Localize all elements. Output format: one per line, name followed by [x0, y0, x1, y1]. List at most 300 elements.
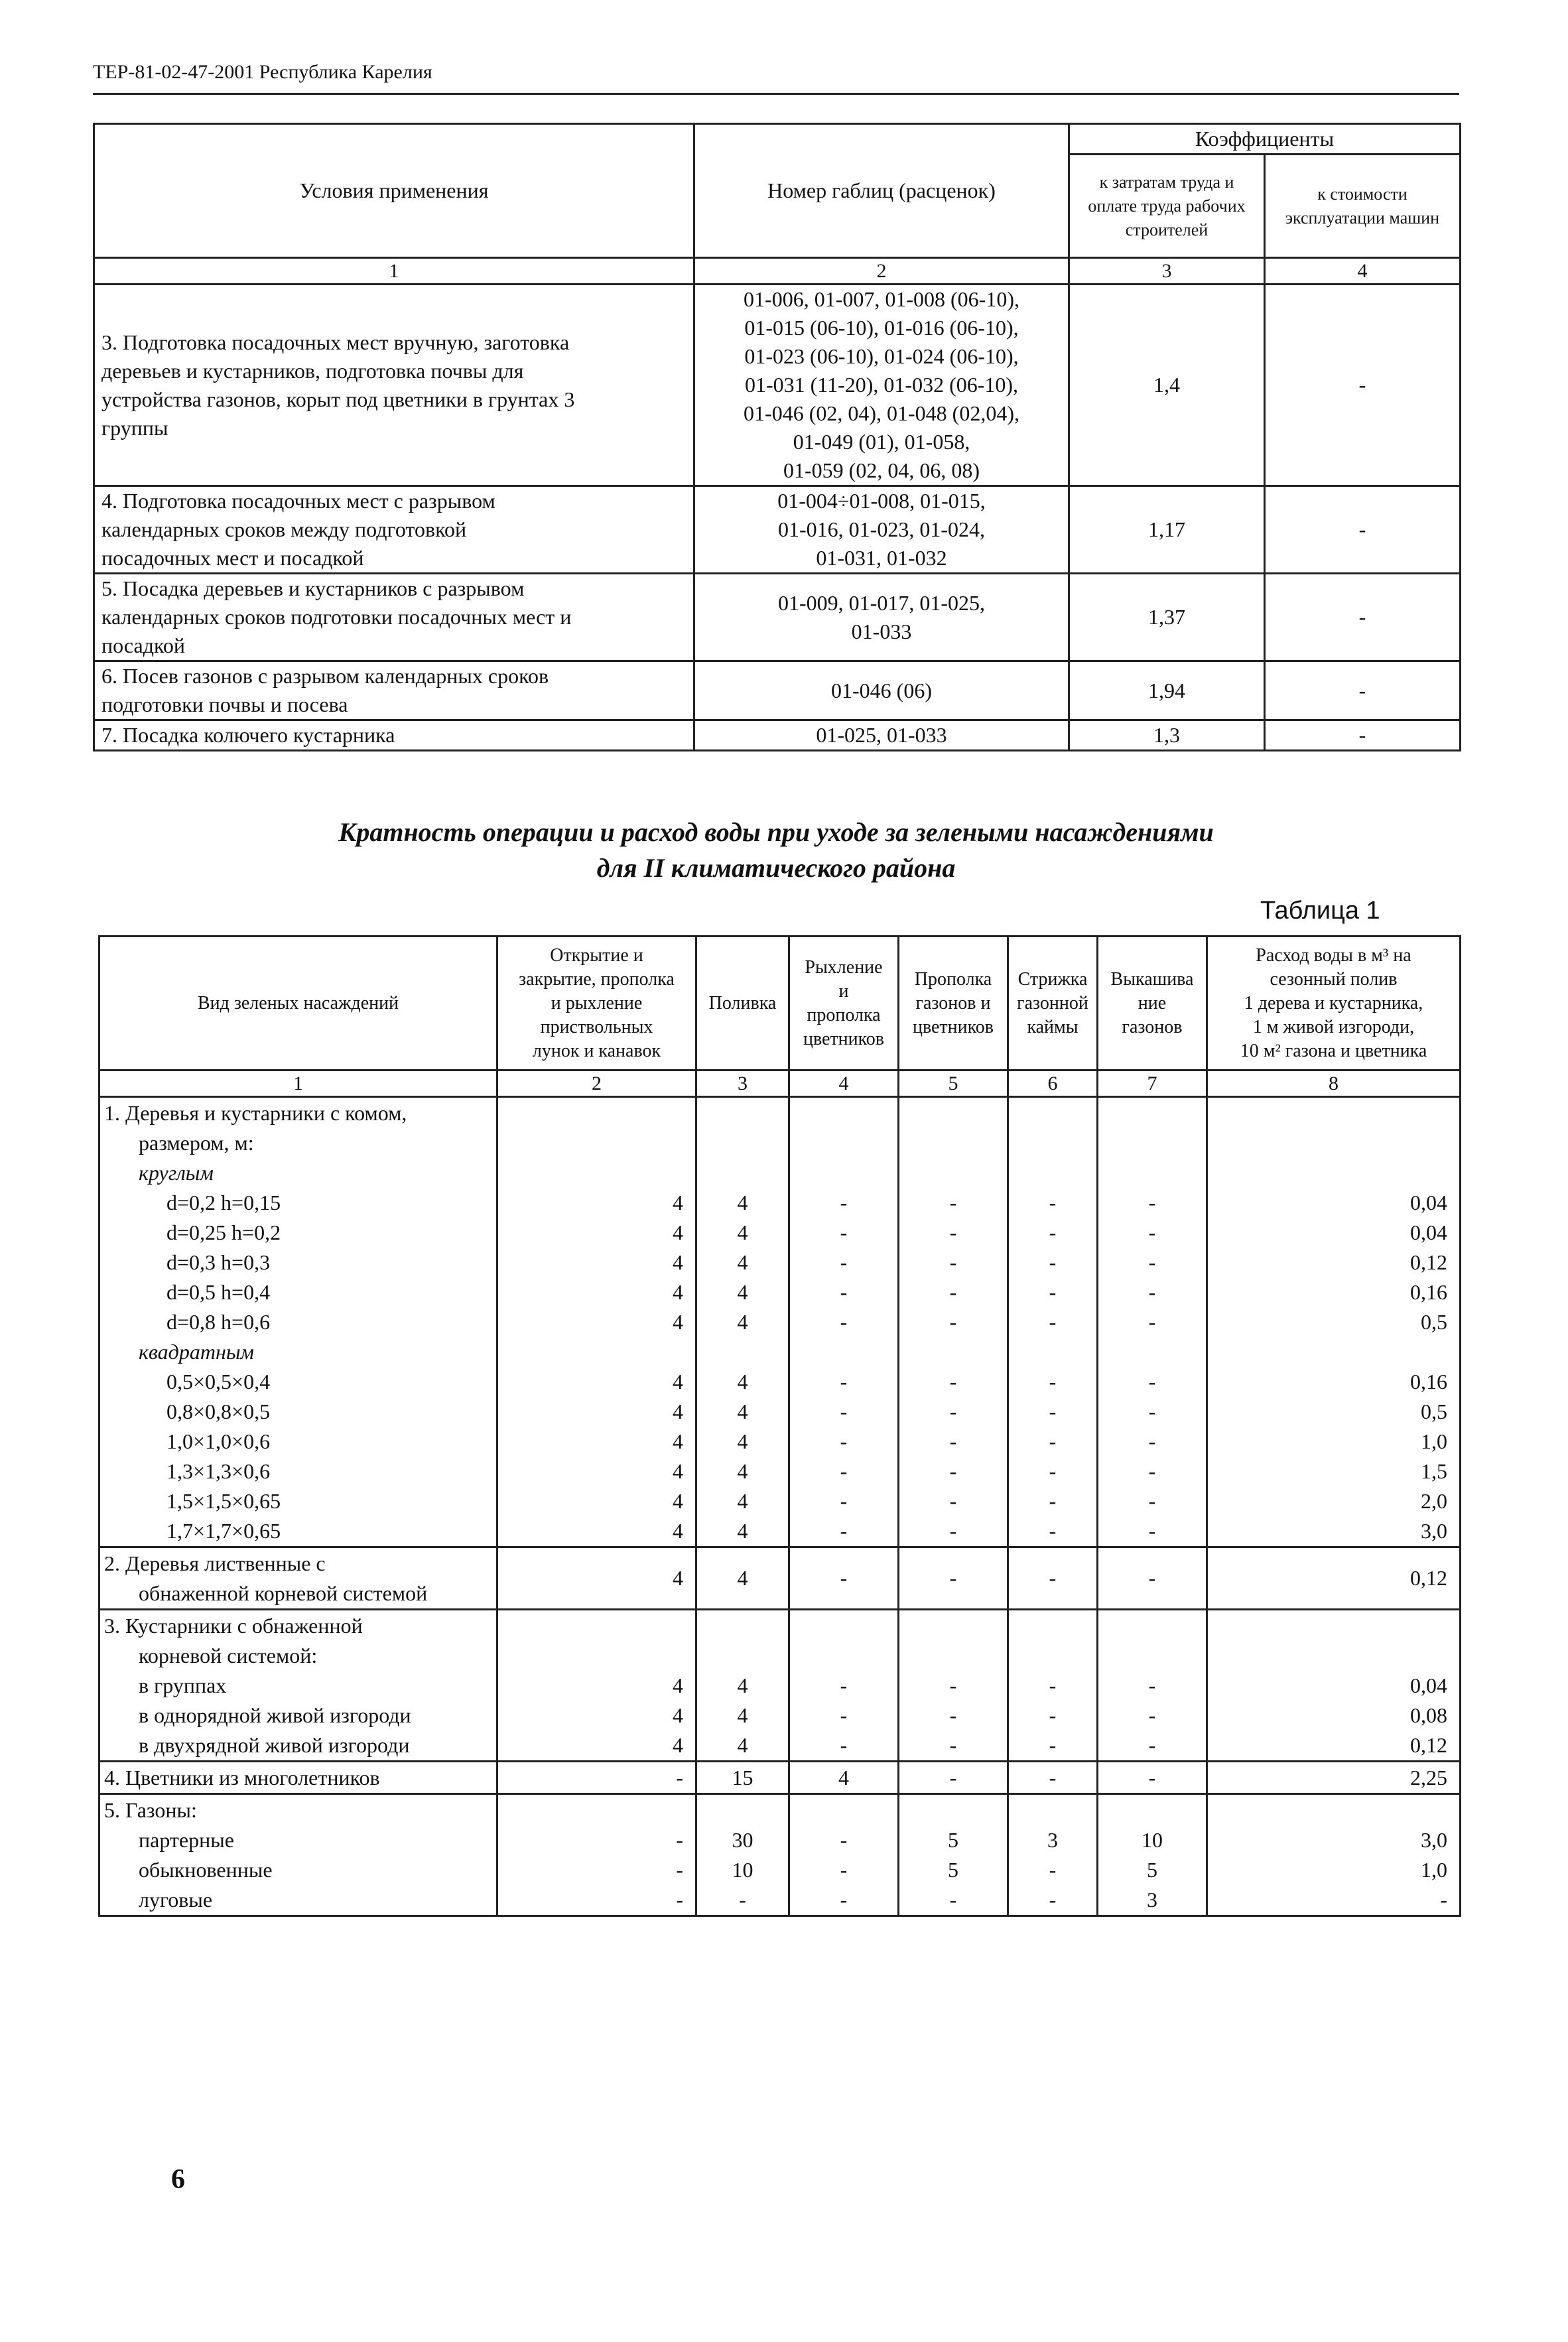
opening-value: 4	[673, 1489, 683, 1513]
condition-cell	[94, 574, 694, 661]
opening-value: -	[676, 1858, 683, 1882]
cell-line: 01-009, 01-017, 01-025,	[778, 590, 985, 615]
mowing-value-cell	[1098, 1762, 1207, 1794]
water-value-cell	[1207, 1547, 1461, 1610]
opening-value: 4	[673, 1220, 683, 1244]
water-value: 2,0	[1421, 1489, 1447, 1513]
opening-value: 4	[673, 1399, 683, 1423]
cell-line: 4. Подготовка посадочных мест с разрывом	[101, 489, 495, 513]
plant-group-row	[99, 1762, 1461, 1794]
mowing-value: -	[1148, 1459, 1156, 1483]
mowing-value: -	[1148, 1220, 1156, 1244]
opening-value: 4	[673, 1703, 683, 1727]
loosening-value: -	[840, 1673, 848, 1697]
loosening-value	[797, 1641, 891, 1671]
plant-kind-line: 3. Кустарники с обнаженной	[104, 1614, 363, 1638]
loosening-value: -	[840, 1489, 848, 1513]
machine-coefficient: -	[1265, 574, 1461, 661]
plant-group-row	[99, 1547, 1461, 1610]
labor-coefficient: 1,37	[1069, 574, 1265, 661]
header-line: газонной	[1017, 992, 1088, 1013]
water-value	[1214, 1158, 1447, 1188]
water-value: 0,12	[1410, 1566, 1447, 1590]
plant-kind-line: d=0,2 h=0,15	[166, 1191, 281, 1214]
trimming-value: -	[1049, 1191, 1057, 1214]
loosening-value: 4	[838, 1766, 849, 1789]
plant-kind-line: в группах	[139, 1673, 227, 1697]
header-line: цветников	[803, 1028, 885, 1049]
weeding-value: -	[949, 1489, 957, 1513]
header-line: 10 м² газона и цветника	[1240, 1040, 1427, 1061]
weeding-value-cell	[899, 1547, 1008, 1610]
coefficient-row	[94, 486, 1461, 574]
water-value: 0,04	[1410, 1191, 1447, 1214]
header-conditions: Условия применения	[94, 124, 694, 258]
header-line: Стрижка	[1017, 968, 1088, 990]
trimming-value-cell	[1008, 1794, 1098, 1916]
header-tables: Номер габлиц (расценок)	[694, 124, 1069, 258]
loosening-value	[797, 1098, 891, 1128]
trimming-value: -	[1049, 1888, 1057, 1912]
weeding-value: 5	[948, 1858, 958, 1882]
loosening-value-cell	[789, 1097, 899, 1547]
water-value-cell	[1207, 1762, 1461, 1794]
header-line: Прополка	[914, 968, 992, 990]
machine-coefficient: -	[1265, 486, 1461, 574]
column-number: 5	[899, 1071, 1008, 1097]
header-coefficients: Коэффициенты	[1069, 124, 1461, 155]
trimming-value: -	[1049, 1220, 1057, 1244]
loosening-value: -	[840, 1370, 848, 1394]
opening-value	[505, 1098, 683, 1128]
mowing-value	[1105, 1611, 1199, 1641]
plant-kind-line: 0,5×0,5×0,4	[166, 1370, 271, 1394]
opening-value: 4	[673, 1191, 683, 1214]
loosening-value: -	[840, 1220, 848, 1244]
water-value-cell	[1207, 1794, 1461, 1916]
water-value	[1214, 1098, 1447, 1128]
plant-kind-line: d=0,8 h=0,6	[166, 1310, 271, 1334]
header-line: Открытие и	[550, 944, 643, 966]
machine-coefficient: -	[1265, 661, 1461, 720]
plant-kind-line: квадратным	[139, 1340, 254, 1364]
header-line: Выкашива	[1110, 968, 1194, 990]
water-value	[1214, 1611, 1447, 1641]
trimming-value	[1015, 1795, 1090, 1825]
trimming-value	[1015, 1337, 1090, 1367]
weeding-value-cell	[899, 1610, 1008, 1762]
opening-value	[505, 1611, 683, 1641]
watering-value-cell	[696, 1097, 789, 1547]
opening-value	[505, 1795, 683, 1825]
cell-line: 5. Посадка деревьев и кустарников с разрывом	[101, 576, 525, 600]
weeding-value: 5	[948, 1828, 958, 1852]
watering-value	[704, 1098, 781, 1128]
weeding-value	[906, 1337, 1000, 1367]
cell-line: 01-059 (02, 04, 06, 08)	[783, 458, 980, 482]
opening-value: -	[676, 1766, 683, 1789]
trimming-value-cell	[1008, 1610, 1098, 1762]
condition-cell	[94, 486, 694, 574]
mowing-value: -	[1148, 1566, 1156, 1590]
cell-line: 7. Посадка колючего кустарника	[101, 723, 395, 747]
trimming-value-cell	[1008, 1097, 1098, 1547]
water-value: 0,5	[1421, 1310, 1447, 1334]
loosening-value: -	[840, 1399, 848, 1423]
care-operations-body	[99, 1097, 1461, 1916]
watering-value: 4	[737, 1191, 748, 1214]
header-line: каймы	[1027, 1016, 1078, 1037]
mowing-value: -	[1148, 1519, 1156, 1543]
plant-kind-line: партерные	[139, 1828, 234, 1852]
loosening-value: -	[840, 1280, 848, 1304]
weeding-value: -	[949, 1370, 957, 1394]
loosening-value: -	[840, 1191, 848, 1214]
mowing-value: -	[1148, 1399, 1156, 1423]
mowing-value: -	[1148, 1280, 1156, 1304]
header-weeding	[899, 937, 1008, 1071]
plant-kind-line: 1,7×1,7×0,65	[166, 1519, 281, 1543]
watering-value-cell	[696, 1762, 789, 1794]
plant-kind-line: в однорядной живой изгороди	[139, 1703, 411, 1727]
loosening-value: -	[840, 1703, 848, 1727]
section-title-line: Кратность операции и расход воды при уходе за зелеными насаждениями	[338, 817, 1214, 847]
coefficient-row	[94, 720, 1461, 751]
plant-kind-line: 1,0×1,0×0,6	[166, 1429, 271, 1453]
opening-value: 4	[673, 1519, 683, 1543]
water-value	[1214, 1641, 1447, 1671]
cell-line: 01-025, 01-033	[816, 723, 947, 747]
watering-value: 4	[737, 1673, 748, 1697]
mowing-value	[1105, 1641, 1199, 1671]
plant-kind-line: 0,8×0,8×0,5	[166, 1399, 271, 1423]
cell-line: календарных сроков между подготовкой	[101, 517, 467, 541]
plant-kind-line: корневой системой:	[139, 1644, 318, 1667]
weeding-value: -	[949, 1673, 957, 1697]
condition-cell	[94, 285, 694, 486]
trimming-value: -	[1049, 1766, 1057, 1789]
header-line: 1 м живой изгороди,	[1252, 1016, 1415, 1037]
cell-line: 01-046 (02, 04), 01-048 (02,04),	[744, 401, 1019, 425]
opening-value-cell	[497, 1097, 696, 1547]
mowing-value: 5	[1147, 1858, 1157, 1882]
watering-value	[704, 1641, 781, 1671]
labor-coefficient: 1,3	[1069, 720, 1265, 751]
watering-value: -	[739, 1888, 746, 1912]
water-value: 3,0	[1421, 1828, 1447, 1852]
header-line: газонов и	[915, 992, 991, 1013]
weeding-value: -	[949, 1459, 957, 1483]
watering-value: 4	[737, 1489, 748, 1513]
opening-value-cell	[497, 1794, 696, 1916]
water-value	[1214, 1337, 1447, 1367]
weeding-value-cell	[899, 1794, 1008, 1916]
table-numbers-cell	[694, 285, 1069, 486]
watering-value: 4	[737, 1310, 748, 1334]
cell-line: 3. Подготовка посадочных мест вручную, заготовка	[101, 330, 570, 354]
plant-kind-cell	[99, 1762, 497, 1794]
header-line: прополка	[807, 1004, 881, 1025]
column-number: 1	[94, 258, 694, 285]
trimming-value	[1015, 1158, 1090, 1188]
opening-value: 4	[673, 1673, 683, 1697]
trimming-value	[1015, 1098, 1090, 1128]
water-value-cell	[1207, 1610, 1461, 1762]
trimming-value: -	[1049, 1733, 1057, 1757]
column-number: 3	[696, 1071, 789, 1097]
column-number: 6	[1008, 1071, 1098, 1097]
watering-value-cell	[696, 1610, 789, 1762]
header-kind: Вид зеленых насаждений	[99, 937, 497, 1071]
coefficients-body	[94, 285, 1461, 751]
opening-value: -	[676, 1828, 683, 1852]
opening-value-cell	[497, 1610, 696, 1762]
cell-line: 01-004÷01-008, 01-015,	[777, 489, 986, 513]
opening-value-cell	[497, 1762, 696, 1794]
watering-value: 4	[737, 1250, 748, 1274]
loosening-value	[797, 1795, 891, 1825]
loosening-value: -	[840, 1828, 848, 1852]
header-line: Рыхление	[805, 956, 883, 978]
loosening-value: -	[840, 1429, 848, 1453]
watering-value: 4	[737, 1429, 748, 1453]
mowing-value: -	[1148, 1370, 1156, 1394]
loosening-value: -	[840, 1459, 848, 1483]
coefficients-table	[93, 123, 1461, 751]
header-labor: к затратам труда и оплате труда рабочих строителей	[1069, 155, 1265, 258]
plant-kind-cell	[99, 1547, 497, 1610]
coefficient-row	[94, 285, 1461, 486]
mowing-value	[1105, 1128, 1199, 1158]
trimming-value-cell	[1008, 1762, 1098, 1794]
plant-kind-cell	[99, 1610, 497, 1762]
watering-value	[704, 1337, 781, 1367]
header-watering: Поливка	[696, 937, 789, 1071]
mowing-value	[1105, 1158, 1199, 1188]
watering-value: 4	[737, 1566, 748, 1590]
opening-value: 4	[673, 1459, 683, 1483]
column-number: 1	[99, 1071, 497, 1097]
header-mowing	[1098, 937, 1207, 1071]
plant-kind-line: размером, м:	[139, 1131, 254, 1155]
care-operations-table	[98, 935, 1461, 1917]
water-value: 0,12	[1410, 1250, 1447, 1274]
mowing-value: -	[1148, 1673, 1156, 1697]
condition-cell	[94, 661, 694, 720]
header-line: сезонный полив	[1270, 968, 1398, 990]
watering-value: 4	[737, 1280, 748, 1304]
loosening-value: -	[840, 1310, 848, 1334]
trimming-value: 3	[1047, 1828, 1058, 1852]
weeding-value	[906, 1795, 1000, 1825]
mowing-value-cell	[1098, 1097, 1207, 1547]
column-number: 3	[1069, 258, 1265, 285]
condition-cell	[94, 720, 694, 751]
cell-line: 01-033	[851, 619, 912, 643]
column-number: 4	[789, 1071, 899, 1097]
labor-coefficient: 1,94	[1069, 661, 1265, 720]
loosening-value: -	[840, 1858, 848, 1882]
opening-value: 4	[673, 1429, 683, 1453]
cell-line: устройства газонов, корыт под цветники в грунтах 3	[101, 387, 575, 411]
plant-kind-line: d=0,25 h=0,2	[166, 1220, 281, 1244]
plant-kind-line: 2. Деревья лиственные с	[104, 1551, 326, 1575]
column-number: 4	[1265, 258, 1461, 285]
water-value: 0,16	[1410, 1370, 1447, 1394]
cell-line: календарных сроков подготовки посадочных мест и	[101, 605, 572, 629]
weeding-value-cell	[899, 1762, 1008, 1794]
watering-value: 4	[737, 1733, 748, 1757]
trimming-value: -	[1049, 1489, 1057, 1513]
water-value: 3,0	[1421, 1519, 1447, 1543]
watering-value: 4	[737, 1519, 748, 1543]
water-value: 1,5	[1421, 1459, 1447, 1483]
water-value: 0,04	[1410, 1220, 1447, 1244]
opening-value: 4	[673, 1733, 683, 1757]
weeding-value: -	[949, 1310, 957, 1334]
trimming-value	[1015, 1128, 1090, 1158]
opening-value	[505, 1641, 683, 1671]
header-line: ние	[1138, 992, 1167, 1013]
opening-value	[505, 1337, 683, 1367]
water-value: 2,25	[1410, 1766, 1447, 1789]
plant-group-row	[99, 1097, 1461, 1547]
labor-coefficient: 1,17	[1069, 486, 1265, 574]
water-value	[1214, 1795, 1447, 1825]
watering-value: 30	[732, 1828, 753, 1852]
document-title: ТЕР-81-02-47-2001 Республика Карелия	[93, 61, 432, 83]
plant-kind-line: 1,5×1,5×0,65	[166, 1489, 281, 1513]
column-number: 2	[694, 258, 1069, 285]
watering-value-cell	[696, 1547, 789, 1610]
watering-value	[704, 1128, 781, 1158]
watering-value: 10	[732, 1858, 753, 1882]
plant-kind-cell	[99, 1794, 497, 1916]
plant-kind-line: 1. Деревья и кустарники с комом,	[104, 1101, 407, 1125]
mowing-value: -	[1148, 1489, 1156, 1513]
weeding-value	[906, 1158, 1000, 1188]
loosening-value-cell	[789, 1547, 899, 1610]
mowing-value: -	[1148, 1250, 1156, 1274]
water-value: 1,0	[1421, 1858, 1447, 1882]
plant-kind-line: 5. Газоны:	[104, 1798, 197, 1822]
plant-kind-line: 4. Цветники из многолетников	[104, 1766, 380, 1789]
plant-kind-line: обыкновенные	[139, 1858, 273, 1882]
loosening-value	[797, 1158, 891, 1188]
cell-line: подготовки почвы и посева	[101, 692, 348, 716]
header-line: цветников	[912, 1016, 994, 1037]
water-value-cell	[1207, 1097, 1461, 1547]
header-line: газонов	[1122, 1016, 1183, 1037]
opening-value: 4	[673, 1280, 683, 1304]
cell-line: группы	[101, 415, 168, 440]
mowing-value: -	[1148, 1703, 1156, 1727]
watering-value: 4	[737, 1370, 748, 1394]
section-title-line: для II климатического района	[596, 853, 956, 883]
machine-coefficient: -	[1265, 720, 1461, 751]
trimming-value: -	[1049, 1566, 1057, 1590]
watering-value: 15	[732, 1766, 753, 1789]
mowing-value-cell	[1098, 1610, 1207, 1762]
trimming-value: -	[1049, 1399, 1057, 1423]
cell-line: 01-023 (06-10), 01-024 (06-10),	[744, 344, 1019, 368]
water-value: 0,08	[1410, 1703, 1447, 1727]
coefficient-row	[94, 574, 1461, 661]
header-water	[1207, 937, 1461, 1071]
cell-line: 01-006, 01-007, 01-008 (06-10),	[744, 287, 1019, 311]
cell-line: посадкой	[101, 633, 186, 657]
weeding-value: -	[949, 1429, 957, 1453]
loosening-value	[797, 1337, 891, 1367]
weeding-value: -	[949, 1566, 957, 1590]
mowing-value-cell	[1098, 1547, 1207, 1610]
loosening-value-cell	[789, 1610, 899, 1762]
trimming-value	[1015, 1611, 1090, 1641]
cell-line: посадочных мест и посадкой	[101, 546, 364, 570]
water-value: 0,16	[1410, 1280, 1447, 1304]
cell-line: 01-049 (01), 01-058,	[793, 430, 970, 454]
weeding-value: -	[949, 1888, 957, 1912]
water-value: 1,0	[1421, 1429, 1447, 1453]
cell-line: 01-016, 01-023, 01-024,	[778, 517, 985, 541]
plant-kind-line: 1,3×1,3×0,6	[166, 1459, 271, 1483]
trimming-value-cell	[1008, 1547, 1098, 1610]
trimming-value	[1015, 1641, 1090, 1671]
trimming-value: -	[1049, 1250, 1057, 1274]
watering-value: 4	[737, 1399, 748, 1423]
weeding-value: -	[949, 1220, 957, 1244]
cell-line: 01-015 (06-10), 01-016 (06-10),	[744, 316, 1019, 340]
column-number: 7	[1098, 1071, 1207, 1097]
water-value: 0,5	[1421, 1399, 1447, 1423]
column-number: 8	[1207, 1071, 1461, 1097]
water-value: -	[1440, 1888, 1447, 1912]
water-value	[1214, 1128, 1447, 1158]
section-title	[93, 814, 1459, 886]
trimming-value: -	[1049, 1673, 1057, 1697]
table-label: Таблица 1	[1260, 897, 1380, 925]
loosening-value: -	[840, 1519, 848, 1543]
opening-value	[505, 1158, 683, 1188]
opening-value: 4	[673, 1370, 683, 1394]
cell-line: 6. Посев газонов с разрывом календарных сроков	[101, 664, 549, 688]
loosening-value	[797, 1611, 891, 1641]
plant-kind-line: луговые	[139, 1888, 213, 1912]
watering-value-cell	[696, 1794, 789, 1916]
page-header	[93, 61, 1459, 95]
loosening-value-cell	[789, 1762, 899, 1794]
trimming-value: -	[1049, 1280, 1057, 1304]
watering-value: 4	[737, 1459, 748, 1483]
plant-kind-line: в двухрядной живой изгороди	[139, 1733, 410, 1757]
header-trimming	[1008, 937, 1098, 1071]
water-value: 0,12	[1410, 1733, 1447, 1757]
loosening-value: -	[840, 1566, 848, 1590]
loosening-value: -	[840, 1250, 848, 1274]
header-line: и	[838, 980, 849, 1002]
weeding-value	[906, 1641, 1000, 1671]
plant-kind-line: круглым	[139, 1161, 214, 1185]
mowing-value: -	[1148, 1191, 1156, 1214]
mowing-value-cell	[1098, 1794, 1207, 1916]
opening-value: 4	[673, 1310, 683, 1334]
column-number: 2	[497, 1071, 696, 1097]
mowing-value	[1105, 1098, 1199, 1128]
machine-coefficient: -	[1265, 285, 1461, 486]
weeding-value: -	[949, 1399, 957, 1423]
plant-kind-line: d=0,3 h=0,3	[166, 1250, 271, 1274]
coefficient-row	[94, 661, 1461, 720]
